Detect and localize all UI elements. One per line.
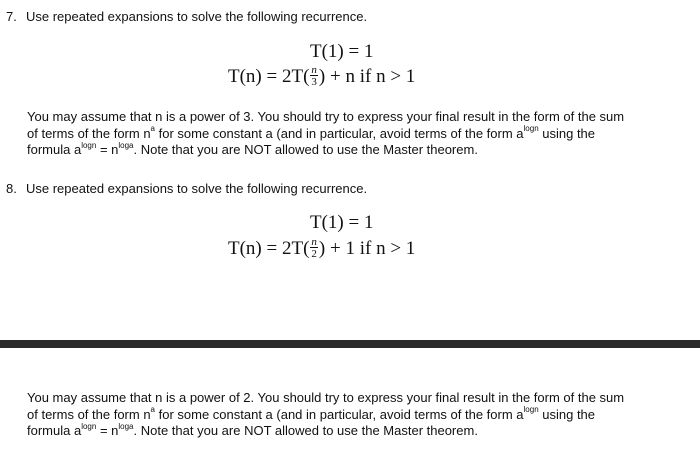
text-segment: of terms of the form n <box>27 125 151 141</box>
recurrence-prefix: T(n) = 2T( <box>228 66 310 87</box>
instructions-line-1: You may assume that n is a power of 2. You should try to express your final result in the form of the sum <box>27 390 625 405</box>
superscript: logn <box>81 421 97 431</box>
text-segment: using the <box>538 125 596 141</box>
question-7-recurrence <box>228 63 416 89</box>
instructions-line-3 <box>27 142 665 159</box>
text-segment: formula a <box>27 423 82 438</box>
question-7-number: 7. <box>6 9 17 24</box>
text-segment: . Note that you are NOT allowed to use the Master theorem. <box>133 423 478 438</box>
superscript: logn <box>523 124 539 134</box>
fraction-numerator: n <box>311 63 317 76</box>
fraction-denominator: 2 <box>311 247 317 260</box>
text-segment: of terms of the form n <box>27 406 151 422</box>
text-segment: using the <box>538 406 596 422</box>
text-segment: for some constant a (and in particular, avoid terms of the form a <box>155 125 524 141</box>
text-segment: for some constant a (and in particular, avoid terms of the form a <box>155 406 524 422</box>
instructions-line-3 <box>27 423 665 440</box>
text-segment: . Note that you are NOT allowed to use the Master theorem. <box>133 142 478 157</box>
superscript: loga <box>118 421 134 431</box>
superscript: loga <box>118 140 134 150</box>
text-segment: = n <box>96 423 119 438</box>
question-7-instructions <box>27 109 665 159</box>
fraction <box>310 65 318 87</box>
superscript: logn <box>81 140 97 150</box>
question-8-number: 8. <box>6 181 17 196</box>
question-7-base-case: T(1) = 1 <box>310 41 374 62</box>
instructions-line-2 <box>27 407 665 424</box>
text-segment: formula a <box>27 142 82 157</box>
recurrence-prefix: T(n) = 2T( <box>228 238 310 259</box>
superscript: logn <box>523 405 539 415</box>
question-8-recurrence <box>228 235 416 261</box>
question-8-prompt: Use repeated expansions to solve the following recurrence. <box>26 181 368 196</box>
question-7-prompt: Use repeated expansions to solve the following recurrence. <box>26 9 368 24</box>
fraction-numerator: n <box>311 235 317 248</box>
fraction <box>310 237 318 259</box>
question-8-base-case: T(1) = 1 <box>310 212 374 233</box>
section-divider <box>0 340 700 348</box>
superscript: a <box>150 124 155 134</box>
question-8-instructions <box>27 390 665 440</box>
recurrence-suffix: ) + n if n > 1 <box>318 66 416 87</box>
instructions-line-2 <box>27 126 665 143</box>
text-segment: = n <box>96 142 119 157</box>
recurrence-suffix: ) + 1 if n > 1 <box>318 238 416 259</box>
instructions-line-1: You may assume that n is a power of 3. You should try to express your final result in the form of the sum <box>27 109 625 124</box>
fraction-denominator: 3 <box>311 75 317 88</box>
superscript: a <box>150 405 155 415</box>
